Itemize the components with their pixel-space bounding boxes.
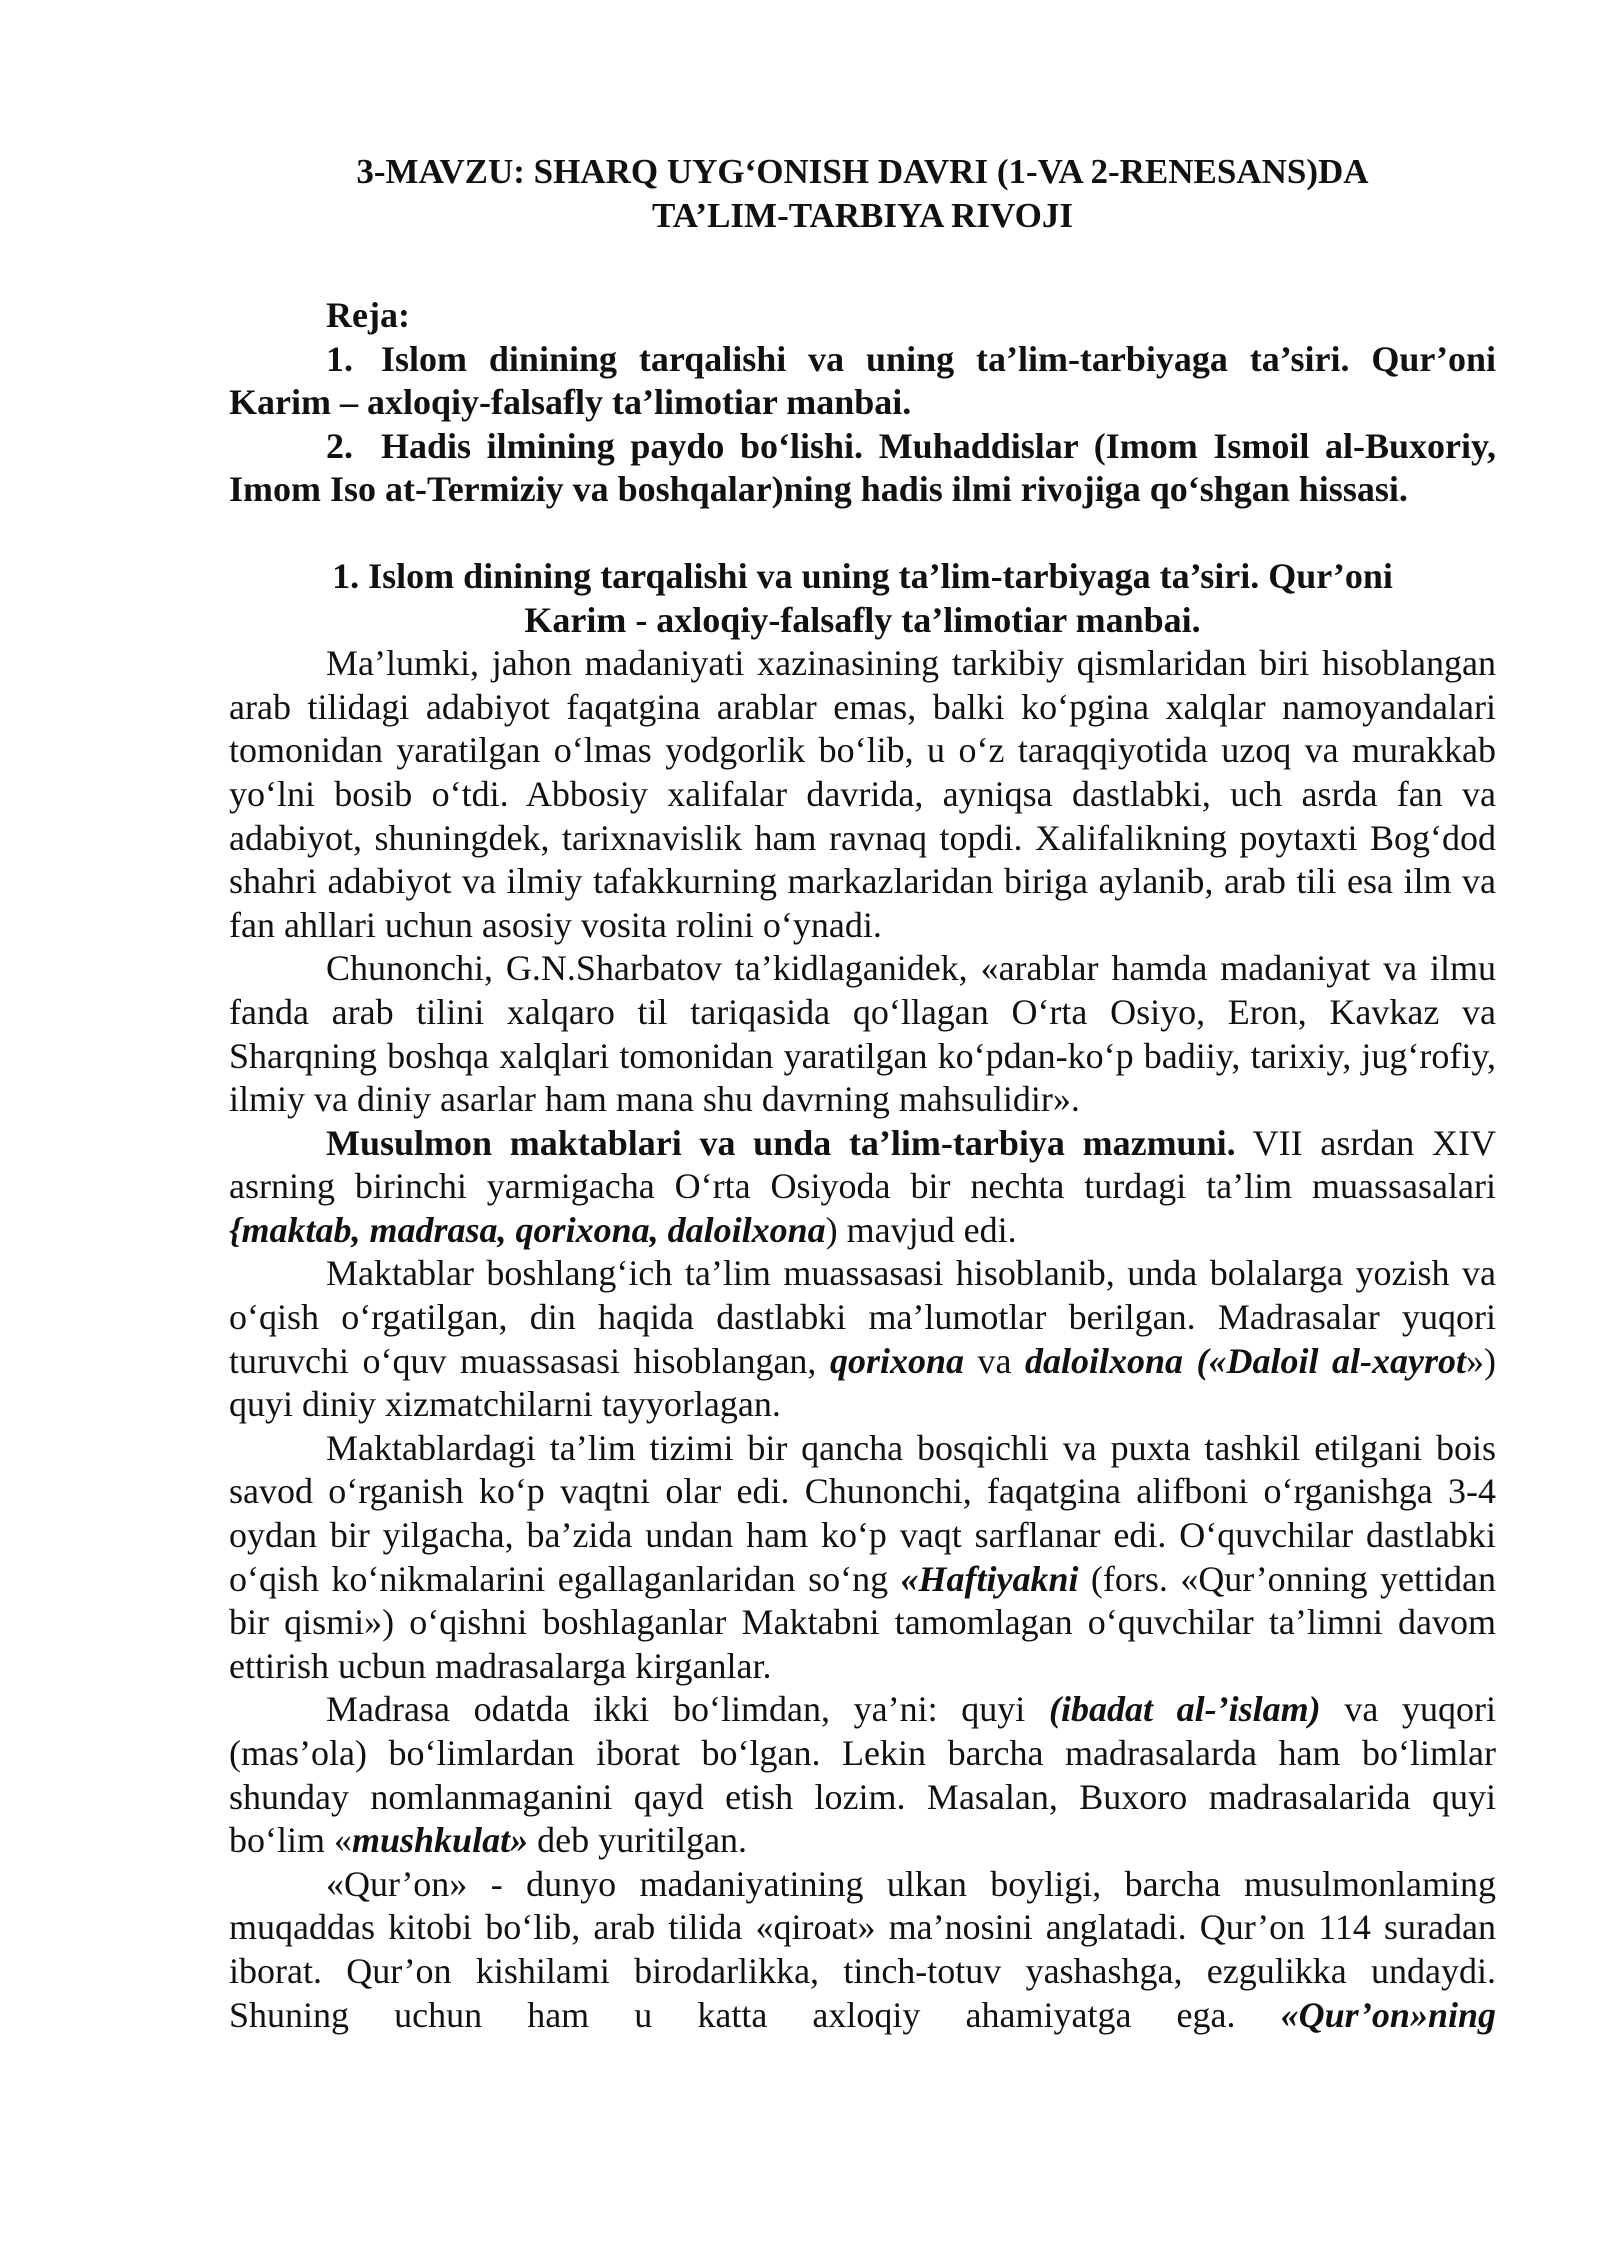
emphasis-text: «Haftiyakni bbox=[900, 1558, 1079, 1599]
paragraph-2: Chunonchi, G.N.Sharbatov ta’kidlaganidek, «arablar hamda madaniyat va ilmu fanda arab tilini xalqaro til tariqasida qo‘llagan O‘rta Osiyo, Eron, Kavkaz va Sharqning boshqa xalqlari tomonidan yaratilgan ko‘pdan-ko‘p badiiy, tarixiy, jug‘rofiy, ilmiy va diniy asarlar ham mana shu davrning mahsulidir». bbox=[229, 948, 1496, 1120]
paragraph-3 bbox=[229, 1122, 1496, 1253]
document-title bbox=[229, 150, 1496, 238]
emphasis-text: (ibadat al-’islam) bbox=[1048, 1689, 1321, 1730]
paragraph-text: Madrasa odatda ikki bo‘limdan, ya’ni: quyi bbox=[326, 1689, 1049, 1730]
paragraph-subheading: Musulmon maktablari va unda ta’lim-tarbiya mazmuni. bbox=[326, 1122, 1236, 1163]
section-heading bbox=[229, 555, 1496, 642]
paragraph-text: VII asrdan XIV asrning birinchi yarmigacha O‘rta Osiyoda bir nechta turdagi ta’lim muassasalari bbox=[229, 1122, 1496, 1207]
paragraph-text: (fors. «Qur’onning yettidan bir qismi») o‘qishni boshlaganlar Maktabni tamomlagan o‘quvchilar ta’limni davom ettirish ucbun madrasalarga kirganlar. bbox=[229, 1558, 1497, 1686]
emphasis-text: daloilxona («Daloil al-xayrot bbox=[1024, 1340, 1466, 1381]
paragraph-4 bbox=[229, 1252, 1496, 1426]
paragraph-text: deb yuritilgan. bbox=[528, 1820, 748, 1861]
title-line-2: TA’LIM-TARBIYA RIVOJI bbox=[652, 196, 1073, 235]
emphasis-text: {maktab, madrasa, qorixona, daloilxona bbox=[229, 1209, 826, 1250]
plan-item-text: Islom dinining tarqalishi va uning ta’lim-tarbiyaga ta’siri. Qur’oni Karim – axloqiy-falsafly ta’limotiar manbai. bbox=[229, 338, 1496, 423]
plan-label: Reja: bbox=[326, 295, 410, 335]
plan-item-text: Hadis ilmining paydo bo‘lishi. Muhaddislar (Imom Ismoil al-Buxoriy, Imom Iso at-Termiziy va boshqalar)ning hadis ilmi rivojiga qo‘shgan hissasi. bbox=[229, 425, 1496, 510]
paragraph-text: Maktablar boshlang‘ich ta’lim muassasasi hisoblanib, unda bolalarga yozish va o‘qish o‘rgatilgan, din haqida dastlabki ma’lumotlar berilgan. Madrasalar yuqori turuvchi o‘quv muassasasi hisoblangan, bbox=[229, 1253, 1496, 1381]
paragraph-text: ») quyi diniy xizmatchilarni tayyorlagan. bbox=[229, 1340, 1496, 1425]
plan-item-number: 1. bbox=[326, 338, 353, 379]
document-page bbox=[229, 150, 1496, 2037]
paragraph-text: «Qur’on» - dunyo madaniyatining ulkan boyligi, barcha musulmonlaming muqaddas kitobi bo‘lib, arab tilida «qiroat» ma’nosini anglatadi. Qur’on 114 suradan iborat. Qur’on kishilami birodarlikka, tinch-totuv yashashga, ezgulikka undaydi. Shuning uchun ham u katta axloqiy ahamiyatga ega. bbox=[229, 1863, 1496, 2035]
emphasis-text: qorixona bbox=[829, 1340, 964, 1381]
emphasis-text: mushkulat» bbox=[352, 1820, 529, 1861]
paragraph-6 bbox=[229, 1688, 1496, 1862]
title-line-1: 3-MAVZU: SHARQ UYG‘ONISH DAVRI (1-VA 2-RENESANS)DA bbox=[356, 152, 1369, 191]
paragraph-text: Maktablardagi ta’lim tizimi bir qancha bosqichli va puxta tashkil etilgani bois savod o‘rganish ko‘p vaqtni olar edi. Chunonchi, faqatgina alifboni o‘rganishga 3-4 oydan bir yilgacha, ba’zida undan ham ko‘p vaqt sarflanar edi. O‘quvchilar dastlabki o‘qish ko‘nikmalarini egallaganlaridan so‘ng bbox=[229, 1427, 1496, 1599]
emphasis-text: «Qur’on»ning bbox=[1280, 1994, 1496, 2035]
paragraph-5 bbox=[229, 1427, 1496, 1689]
plan-item-1 bbox=[229, 338, 1496, 425]
plan-item-2 bbox=[229, 425, 1496, 512]
paragraph-text: va bbox=[963, 1340, 1025, 1381]
plan-item-number: 2. bbox=[326, 425, 353, 466]
paragraph-text: va yuqori (mas’ola) bo‘limlardan iborat bo‘lgan. Lekin barcha madrasalarda ham bo‘limlar shunday nomlanmaganini qayd etish lozim. Masalan, Buxoro madrasalarida quyi bo‘lim « bbox=[229, 1689, 1496, 1861]
paragraph-1: Ma’lumki, jahon madaniyati xazinasining tarkibiy qismlaridan biri hisoblangan arab tilidagi adabiyot faqatgina arablar emas, balki ko‘pgina xalqlar namoyandalari tomonidan yaratilgan o‘lmas yodgorlik bo‘lib, u o‘z taraqqiyotida uzoq va murakkab yo‘lni bosib o‘tdi. Abbosiy xalifalar davrida, ayniqsa dastlabki, uch asrda fan va adabiyot, shuningdek, tarixnavislik ham ravnaq topdi. Xalifalikning poytaxti Bog‘dod shahri adabiyot va ilmiy tafakkurning markazlaridan biriga aylanib, arab tili esa ilm va fan ahllari uchun asosiy vosita rolini o‘ynadi. bbox=[229, 643, 1496, 945]
paragraph-7 bbox=[229, 1863, 1496, 2037]
section-heading-line-2: Karim - axloqiy-falsafly ta’limotiar manbai. bbox=[524, 599, 1201, 640]
paragraph-text: ) mavjud edi. bbox=[825, 1209, 1017, 1250]
section-heading-line-1: 1. Islom dinining tarqalishi va uning ta’lim-tarbiyaga ta’siri. Qur’oni bbox=[332, 555, 1393, 596]
